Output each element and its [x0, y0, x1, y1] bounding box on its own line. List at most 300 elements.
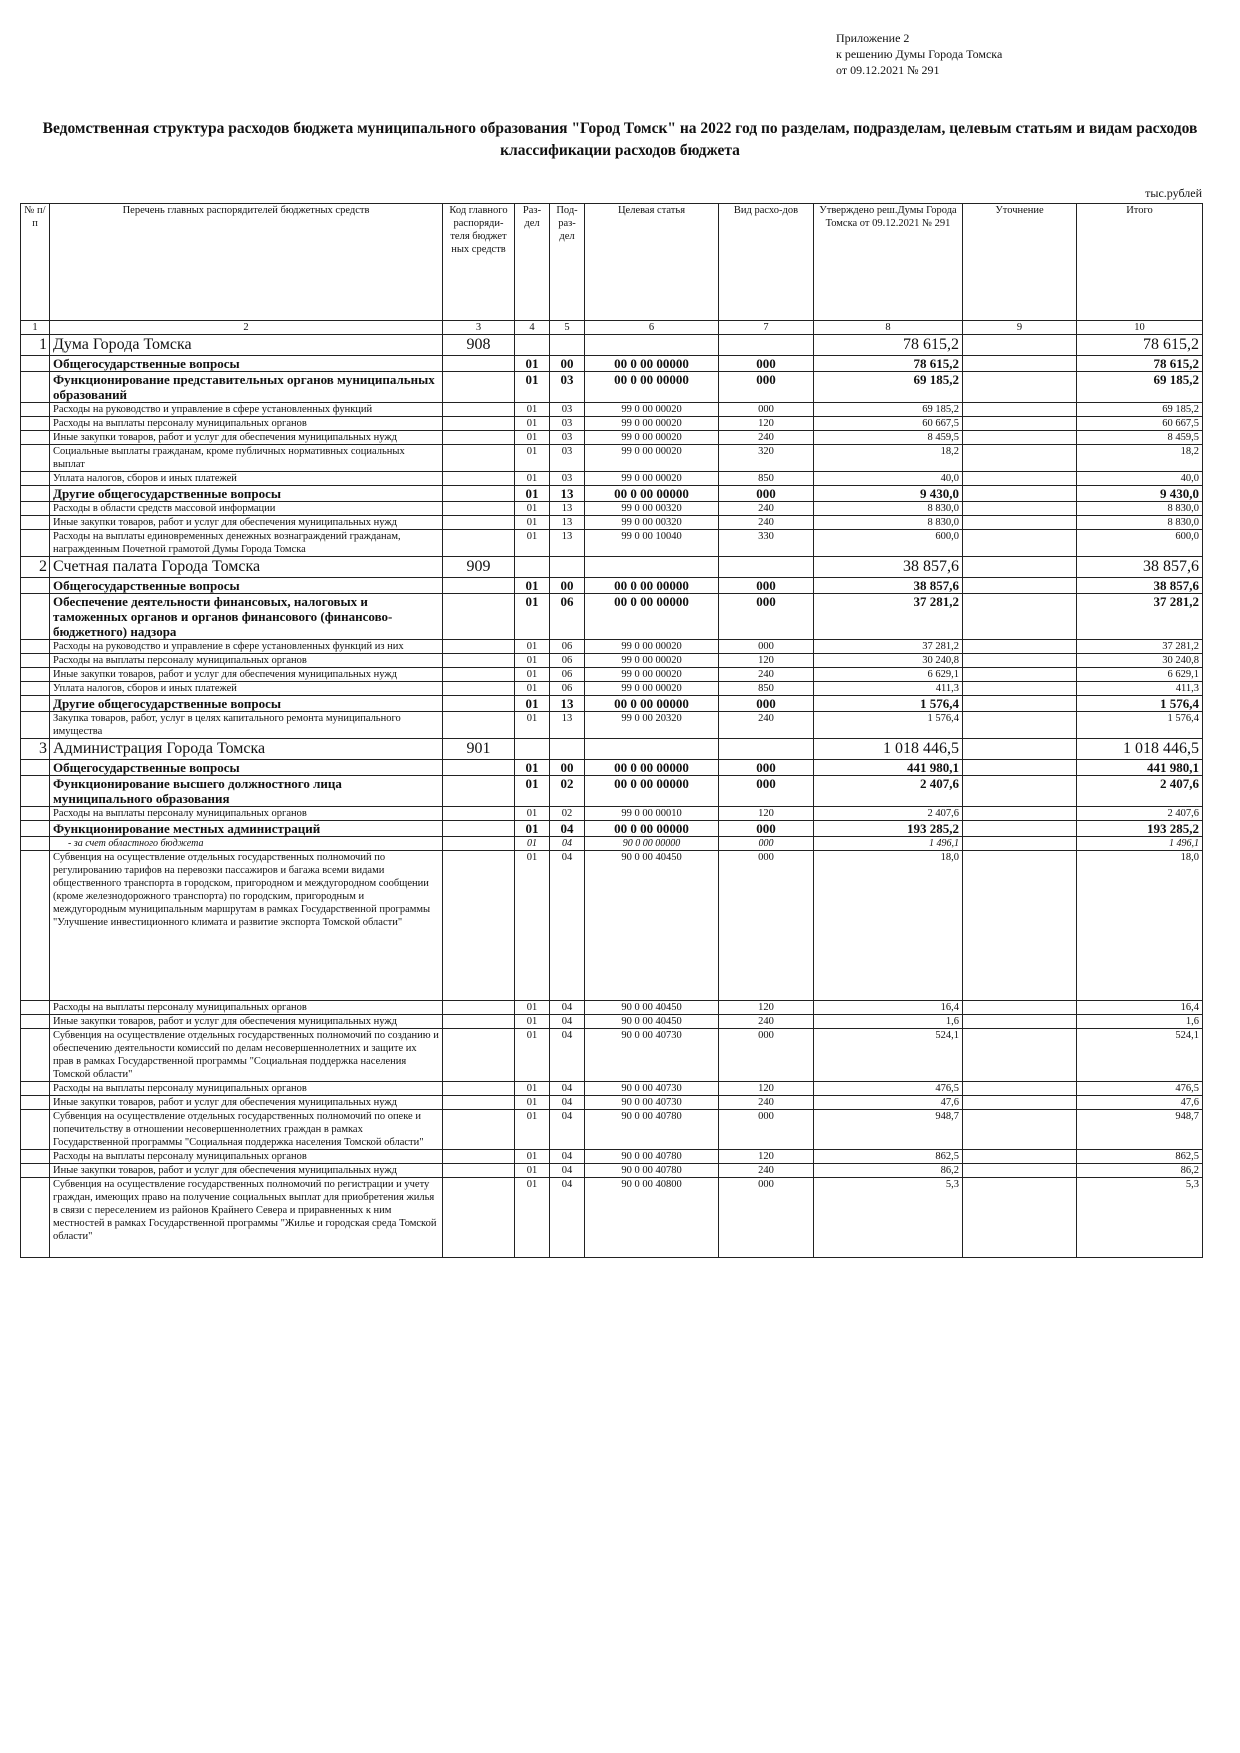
header-cell-section: Раз-дел: [515, 204, 550, 321]
cell-name: Иные закупки товаров, работ и услуг для обеспечения муниципальных нужд: [50, 668, 443, 682]
cell-no: [21, 1001, 50, 1015]
cell-no: [21, 502, 50, 516]
cell-kind: 120: [719, 417, 814, 431]
table-row: [21, 431, 1203, 445]
cell-target: 00 0 00 00000: [585, 760, 719, 776]
cell-code: [443, 356, 515, 372]
table-header-row: [21, 204, 1203, 321]
cell-name: Иные закупки товаров, работ и услуг для обеспечения муниципальных нужд: [50, 1164, 443, 1178]
column-number: 10: [1077, 321, 1203, 335]
cell-code: [443, 760, 515, 776]
cell-subsection: 04: [550, 1164, 585, 1178]
cell-no: [21, 851, 50, 1001]
cell-no: [21, 1164, 50, 1178]
cell-approved: 1 576,4: [814, 712, 963, 739]
cell-clarification: [963, 431, 1077, 445]
cell-subsection: 03: [550, 403, 585, 417]
cell-clarification: [963, 1001, 1077, 1015]
cell-subsection: 04: [550, 1029, 585, 1082]
cell-code: [443, 851, 515, 1001]
cell-total: 69 185,2: [1077, 403, 1203, 417]
column-number: 7: [719, 321, 814, 335]
cell-total: 69 185,2: [1077, 372, 1203, 403]
cell-subsection: 04: [550, 851, 585, 1001]
cell-approved: 30 240,8: [814, 654, 963, 668]
cell-kind: 330: [719, 530, 814, 557]
cell-total: 1,6: [1077, 1015, 1203, 1029]
column-number-row: [21, 321, 1203, 335]
cell-approved: 8 459,5: [814, 431, 963, 445]
cell-code: [443, 1178, 515, 1258]
table-row: [21, 486, 1203, 502]
cell-section: 01: [515, 682, 550, 696]
cell-kind: 000: [719, 640, 814, 654]
cell-clarification: [963, 1178, 1077, 1258]
cell-code: 908: [443, 335, 515, 356]
cell-total: 6 629,1: [1077, 668, 1203, 682]
cell-approved: 1,6: [814, 1015, 963, 1029]
cell-target: 99 0 00 00020: [585, 640, 719, 654]
cell-target: 99 0 00 00320: [585, 516, 719, 530]
cell-subsection: 04: [550, 1178, 585, 1258]
table-row: [21, 403, 1203, 417]
cell-kind: 120: [719, 654, 814, 668]
cell-clarification: [963, 712, 1077, 739]
cell-kind: 000: [719, 356, 814, 372]
appendix-line: Приложение 2: [836, 31, 910, 45]
table-row: [21, 682, 1203, 696]
cell-no: [21, 356, 50, 372]
table-row: [21, 821, 1203, 837]
cell-name: Функционирование представительных органов муниципальных образований: [50, 372, 443, 403]
cell-no: 3: [21, 739, 50, 760]
cell-name: Расходы на руководство и управление в сфере установленных функций: [50, 403, 443, 417]
cell-subsection: 13: [550, 696, 585, 712]
cell-kind: 240: [719, 516, 814, 530]
cell-name: Общегосударственные вопросы: [50, 356, 443, 372]
cell-name: Расходы в области средств массовой информации: [50, 502, 443, 516]
cell-total: 38 857,6: [1077, 578, 1203, 594]
cell-subsection: 04: [550, 1150, 585, 1164]
cell-name: Закупка товаров, работ, услуг в целях капитального ремонта муниципального имущества: [50, 712, 443, 739]
cell-no: [21, 1178, 50, 1258]
cell-section: 01: [515, 837, 550, 851]
cell-kind: 000: [719, 760, 814, 776]
cell-clarification: [963, 1110, 1077, 1150]
cell-name: - за счет областного бюджета: [50, 837, 443, 851]
cell-code: [443, 776, 515, 807]
cell-target: 99 0 00 00020: [585, 668, 719, 682]
cell-target: 99 0 00 00020: [585, 417, 719, 431]
cell-approved: 476,5: [814, 1082, 963, 1096]
cell-name: Общегосударственные вопросы: [50, 760, 443, 776]
cell-kind: 240: [719, 1164, 814, 1178]
cell-target: 00 0 00 00000: [585, 372, 719, 403]
table-row: [21, 1150, 1203, 1164]
cell-code: [443, 1150, 515, 1164]
cell-target: [585, 557, 719, 578]
cell-code: [443, 530, 515, 557]
table-row: [21, 594, 1203, 640]
cell-approved: 948,7: [814, 1110, 963, 1150]
cell-target: 90 0 00 40780: [585, 1164, 719, 1178]
budget-table: [20, 203, 1203, 1258]
cell-code: [443, 578, 515, 594]
table-row: [21, 1110, 1203, 1150]
cell-kind: 240: [719, 1015, 814, 1029]
cell-clarification: [963, 557, 1077, 578]
cell-no: [21, 682, 50, 696]
cell-approved: 16,4: [814, 1001, 963, 1015]
cell-subsection: 13: [550, 502, 585, 516]
table-row: [21, 372, 1203, 403]
cell-subsection: 04: [550, 1015, 585, 1029]
table-row: [21, 654, 1203, 668]
cell-name: Счетная палата Города Томска: [50, 557, 443, 578]
cell-name: Уплата налогов, сборов и иных платежей: [50, 682, 443, 696]
cell-kind: 120: [719, 1150, 814, 1164]
cell-code: [443, 1164, 515, 1178]
cell-kind: 000: [719, 578, 814, 594]
cell-target: 99 0 00 00020: [585, 654, 719, 668]
cell-kind: [719, 739, 814, 760]
cell-code: [443, 807, 515, 821]
cell-target: 99 0 00 20320: [585, 712, 719, 739]
cell-approved: 1 496,1: [814, 837, 963, 851]
header-cell-kind: Вид расхо-дов: [719, 204, 814, 321]
header-cell-code: Код главного распоряди-теля бюджет ных средств: [443, 204, 515, 321]
cell-kind: 240: [719, 431, 814, 445]
cell-target: 99 0 00 00020: [585, 403, 719, 417]
cell-name: Расходы на выплаты персоналу муниципальных органов: [50, 1001, 443, 1015]
cell-clarification: [963, 776, 1077, 807]
cell-subsection: 06: [550, 668, 585, 682]
table-row: [21, 417, 1203, 431]
header-cell-approved: Утверждено реш.Думы Города Томска от 09.12.2021 № 291: [814, 204, 963, 321]
cell-target: 99 0 00 10040: [585, 530, 719, 557]
table-row: [21, 530, 1203, 557]
cell-section: 01: [515, 530, 550, 557]
cell-total: 38 857,6: [1077, 557, 1203, 578]
cell-section: [515, 557, 550, 578]
cell-clarification: [963, 682, 1077, 696]
cell-approved: 6 629,1: [814, 668, 963, 682]
cell-approved: 8 830,0: [814, 516, 963, 530]
cell-approved: 38 857,6: [814, 557, 963, 578]
cell-section: 01: [515, 1110, 550, 1150]
org-row: [21, 557, 1203, 578]
cell-section: 01: [515, 372, 550, 403]
cell-approved: 60 667,5: [814, 417, 963, 431]
cell-section: 01: [515, 594, 550, 640]
cell-clarification: [963, 486, 1077, 502]
cell-total: 1 576,4: [1077, 696, 1203, 712]
cell-subsection: 00: [550, 356, 585, 372]
cell-no: [21, 1150, 50, 1164]
cell-target: 90 0 00 40800: [585, 1178, 719, 1258]
cell-target: 99 0 00 00020: [585, 445, 719, 472]
cell-kind: [719, 335, 814, 356]
cell-kind: 000: [719, 403, 814, 417]
cell-section: 01: [515, 502, 550, 516]
cell-clarification: [963, 851, 1077, 1001]
table-row: [21, 712, 1203, 739]
cell-section: [515, 739, 550, 760]
appendix-line: от 09.12.2021 № 291: [836, 63, 940, 77]
cell-subsection: 04: [550, 821, 585, 837]
table-row: [21, 578, 1203, 594]
cell-clarification: [963, 837, 1077, 851]
cell-section: 01: [515, 486, 550, 502]
cell-section: 01: [515, 472, 550, 486]
cell-section: 01: [515, 1029, 550, 1082]
cell-kind: 120: [719, 807, 814, 821]
cell-code: [443, 837, 515, 851]
cell-no: [21, 445, 50, 472]
cell-no: [21, 486, 50, 502]
cell-code: 901: [443, 739, 515, 760]
cell-total: 37 281,2: [1077, 594, 1203, 640]
cell-name: Субвенция на осуществление отдельных государственных полномочий по опеке и попечительству в отношении несовершеннолетних граждан в рамках Государственной программы "Социальная поддержка населения Томской области": [50, 1110, 443, 1150]
cell-total: 948,7: [1077, 1110, 1203, 1150]
cell-code: [443, 1029, 515, 1082]
cell-kind: 120: [719, 1082, 814, 1096]
cell-total: 18,0: [1077, 851, 1203, 1001]
cell-name: Иные закупки товаров, работ и услуг для обеспечения муниципальных нужд: [50, 516, 443, 530]
cell-no: [21, 372, 50, 403]
cell-subsection: 04: [550, 837, 585, 851]
cell-approved: 862,5: [814, 1150, 963, 1164]
cell-code: [443, 682, 515, 696]
cell-total: 47,6: [1077, 1096, 1203, 1110]
cell-no: [21, 431, 50, 445]
cell-kind: 000: [719, 486, 814, 502]
cell-clarification: [963, 807, 1077, 821]
cell-total: 30 240,8: [1077, 654, 1203, 668]
cell-total: 78 615,2: [1077, 335, 1203, 356]
cell-no: [21, 712, 50, 739]
column-number: 4: [515, 321, 550, 335]
cell-section: 01: [515, 807, 550, 821]
cell-subsection: 02: [550, 807, 585, 821]
cell-kind: 000: [719, 372, 814, 403]
cell-total: 600,0: [1077, 530, 1203, 557]
appendix-note: [836, 30, 1002, 78]
cell-total: 411,3: [1077, 682, 1203, 696]
cell-no: [21, 1110, 50, 1150]
cell-approved: 5,3: [814, 1178, 963, 1258]
cell-name: Субвенция на осуществление государственных полномочий по регистрации и учету граждан, имеющих право на получение социальных выплат для приобретения жилья в связи с переселением из районов Крайнего Севера и приравненных к ним местностей в рамках Государственной программы "Жилье и городская среда Томской области": [50, 1178, 443, 1258]
cell-subsection: 06: [550, 682, 585, 696]
cell-subsection: 04: [550, 1110, 585, 1150]
cell-target: 90 0 00 40450: [585, 1001, 719, 1015]
cell-target: 00 0 00 00000: [585, 776, 719, 807]
cell-name: Иные закупки товаров, работ и услуг для обеспечения муниципальных нужд: [50, 1015, 443, 1029]
cell-section: 01: [515, 760, 550, 776]
cell-total: 60 667,5: [1077, 417, 1203, 431]
cell-no: 2: [21, 557, 50, 578]
cell-approved: 411,3: [814, 682, 963, 696]
table-row: [21, 1029, 1203, 1082]
cell-subsection: 13: [550, 712, 585, 739]
cell-target: 99 0 00 00020: [585, 682, 719, 696]
cell-subsection: 04: [550, 1082, 585, 1096]
cell-total: 16,4: [1077, 1001, 1203, 1015]
cell-name: Расходы на выплаты персоналу муниципальных органов: [50, 1150, 443, 1164]
table-row: [21, 1001, 1203, 1015]
cell-no: [21, 472, 50, 486]
cell-code: [443, 654, 515, 668]
cell-section: 01: [515, 640, 550, 654]
cell-code: [443, 403, 515, 417]
cell-code: [443, 1082, 515, 1096]
cell-name: Другие общегосударственные вопросы: [50, 486, 443, 502]
cell-name: Расходы на выплаты персоналу муниципальных органов: [50, 1082, 443, 1096]
header-cell-total: Итого: [1077, 204, 1203, 321]
cell-section: 01: [515, 417, 550, 431]
column-number: 2: [50, 321, 443, 335]
cell-total: 1 576,4: [1077, 712, 1203, 739]
cell-name: Субвенция на осуществление отдельных государственных полномочий по созданию и обеспечению деятельности комиссий по делам несовершеннолетних и защите их прав в рамках Государственной программы "Социальная поддержка населения Томской области": [50, 1029, 443, 1082]
budget-table-body: [21, 204, 1203, 1258]
cell-kind: 000: [719, 1178, 814, 1258]
table-row: [21, 807, 1203, 821]
cell-target: 00 0 00 00000: [585, 578, 719, 594]
cell-total: 476,5: [1077, 1082, 1203, 1096]
cell-name: Иные закупки товаров, работ и услуг для обеспечения муниципальных нужд: [50, 1096, 443, 1110]
cell-section: 01: [515, 654, 550, 668]
cell-section: 01: [515, 696, 550, 712]
cell-total: 8 830,0: [1077, 516, 1203, 530]
cell-target: 00 0 00 00000: [585, 594, 719, 640]
cell-approved: 1 018 446,5: [814, 739, 963, 760]
cell-section: 01: [515, 431, 550, 445]
table-row: [21, 502, 1203, 516]
cell-no: [21, 821, 50, 837]
cell-clarification: [963, 1015, 1077, 1029]
cell-total: 2 407,6: [1077, 807, 1203, 821]
cell-section: 01: [515, 1001, 550, 1015]
cell-target: 90 0 00 40450: [585, 1015, 719, 1029]
table-row: [21, 356, 1203, 372]
header-cell-name: Перечень главных распорядителей бюджетных средств: [50, 204, 443, 321]
table-row: [21, 1082, 1203, 1096]
cell-no: [21, 654, 50, 668]
cell-kind: 000: [719, 776, 814, 807]
cell-kind: 240: [719, 668, 814, 682]
cell-code: [443, 516, 515, 530]
cell-target: 90 0 00 40780: [585, 1110, 719, 1150]
column-number: 8: [814, 321, 963, 335]
cell-kind: 000: [719, 696, 814, 712]
table-row: [21, 1096, 1203, 1110]
header-cell-subsection: Под-раз-дел: [550, 204, 585, 321]
cell-subsection: 00: [550, 760, 585, 776]
cell-code: [443, 1096, 515, 1110]
unit-label: тыс.рублей: [1145, 186, 1202, 200]
cell-clarification: [963, 668, 1077, 682]
cell-clarification: [963, 1029, 1077, 1082]
cell-clarification: [963, 760, 1077, 776]
cell-subsection: 06: [550, 654, 585, 668]
cell-code: [443, 431, 515, 445]
org-row: [21, 335, 1203, 356]
cell-total: 862,5: [1077, 1150, 1203, 1164]
cell-clarification: [963, 516, 1077, 530]
cell-subsection: [550, 739, 585, 760]
cell-total: 441 980,1: [1077, 760, 1203, 776]
cell-section: 01: [515, 516, 550, 530]
cell-section: 01: [515, 776, 550, 807]
cell-section: 01: [515, 668, 550, 682]
cell-name: Обеспечение деятельности финансовых, налоговых и таможенных органов и органов финансового (финансово-бюджетного) надзора: [50, 594, 443, 640]
table-row: [21, 1178, 1203, 1258]
cell-no: [21, 516, 50, 530]
column-number: 1: [21, 321, 50, 335]
cell-total: 2 407,6: [1077, 776, 1203, 807]
cell-clarification: [963, 578, 1077, 594]
cell-approved: 18,0: [814, 851, 963, 1001]
cell-section: 01: [515, 1150, 550, 1164]
cell-clarification: [963, 445, 1077, 472]
table-row: [21, 851, 1203, 1001]
cell-name: Общегосударственные вопросы: [50, 578, 443, 594]
cell-target: 00 0 00 00000: [585, 821, 719, 837]
cell-total: 86,2: [1077, 1164, 1203, 1178]
cell-code: [443, 640, 515, 654]
cell-clarification: [963, 1164, 1077, 1178]
cell-total: 524,1: [1077, 1029, 1203, 1082]
cell-kind: 000: [719, 594, 814, 640]
cell-kind: 000: [719, 821, 814, 837]
column-number: 6: [585, 321, 719, 335]
cell-approved: 69 185,2: [814, 372, 963, 403]
cell-total: 1 018 446,5: [1077, 739, 1203, 760]
cell-code: [443, 1110, 515, 1150]
cell-section: 01: [515, 1082, 550, 1096]
cell-no: [21, 578, 50, 594]
cell-approved: 2 407,6: [814, 776, 963, 807]
cell-kind: 850: [719, 682, 814, 696]
cell-clarification: [963, 739, 1077, 760]
cell-kind: 320: [719, 445, 814, 472]
cell-kind: 850: [719, 472, 814, 486]
cell-kind: 000: [719, 1029, 814, 1082]
cell-kind: 120: [719, 1001, 814, 1015]
cell-target: 90 0 00 40730: [585, 1082, 719, 1096]
cell-no: [21, 807, 50, 821]
cell-subsection: 13: [550, 516, 585, 530]
cell-target: 90 0 00 40450: [585, 851, 719, 1001]
cell-clarification: [963, 335, 1077, 356]
cell-approved: 78 615,2: [814, 356, 963, 372]
cell-name: Расходы на выплаты персоналу муниципальных органов: [50, 807, 443, 821]
cell-name: Социальные выплаты гражданам, кроме публичных нормативных социальных выплат: [50, 445, 443, 472]
cell-subsection: [550, 557, 585, 578]
cell-total: 8 830,0: [1077, 502, 1203, 516]
appendix-line: к решению Думы Города Томска: [836, 47, 1003, 61]
cell-no: [21, 1096, 50, 1110]
cell-approved: 1 576,4: [814, 696, 963, 712]
cell-approved: 40,0: [814, 472, 963, 486]
cell-code: [443, 712, 515, 739]
cell-section: 01: [515, 445, 550, 472]
cell-section: 01: [515, 1164, 550, 1178]
cell-approved: 600,0: [814, 530, 963, 557]
cell-approved: 441 980,1: [814, 760, 963, 776]
cell-target: 99 0 00 00020: [585, 431, 719, 445]
cell-name: Расходы на выплаты персоналу муниципальных органов: [50, 417, 443, 431]
